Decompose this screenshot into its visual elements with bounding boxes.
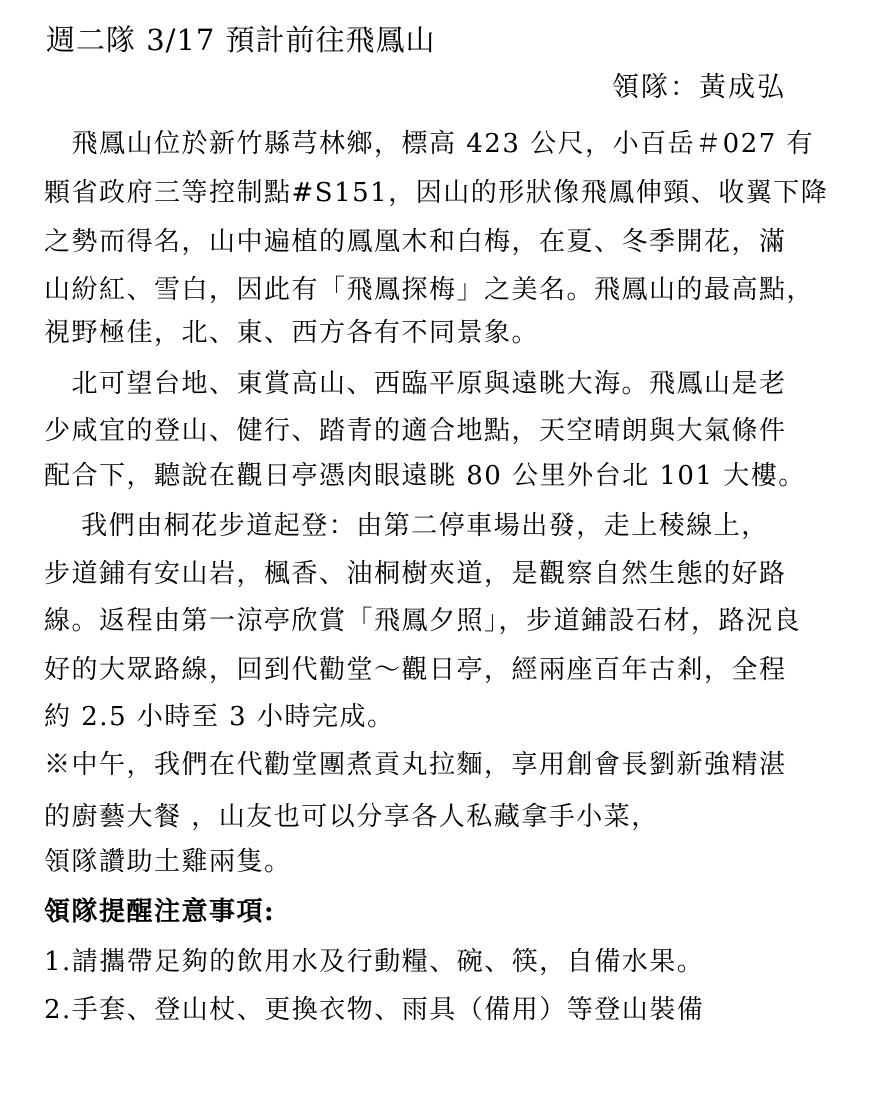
notice-item: 2.手套、登山杖、更換衣物、雨具（備用）等登山裝備: [44, 995, 705, 1025]
paragraph-line: 步道鋪有安山岩，楓香、油桐樹夾道，是觀察自然生態的好路: [44, 559, 787, 589]
paragraph-line: 山紛紅、雪白，因此有「飛鳳探梅」之美名。飛鳳山的最高點，: [44, 275, 815, 305]
paragraph-line: 我們由桐花步道起登：由第二停車場出發，走上稜線上，: [44, 511, 769, 541]
paragraph-line: 約 2.5 小時至 3 小時完成。: [44, 702, 395, 732]
paragraph-line: 視野極佳，北、東、西方各有不同景象。: [44, 318, 540, 348]
notice-heading: 領隊提醒注意事項:: [44, 897, 276, 927]
leader-name: 領隊：黃成弘: [612, 72, 786, 103]
paragraph-line: 北可望台地、東賞高山、西臨平原與遠眺大海。飛鳳山是老: [44, 369, 787, 399]
page-title: 週二隊 3/17 預計前往飛鳳山: [46, 23, 436, 57]
paragraph-line: 少咸宜的登山、健行、踏青的適合地點，天空晴朗與大氣條件: [44, 416, 787, 446]
paragraph-line: 領隊讚助土雞兩隻。: [44, 847, 292, 877]
paragraph-line: 的廚藝大餐 ，山友也可以分享各人私藏拿手小菜，: [44, 802, 659, 832]
notice-item: 1.請攜帶足夠的飲用水及行動糧、碗、筷，自備水果。: [44, 947, 705, 977]
paragraph-line: 顆省政府三等控制點#S151，因山的形狀像飛鳳伸頸、收翼下降: [44, 178, 829, 208]
paragraph-line: 好的大眾路線，回到代勸堂～觀日亭，經兩座百年古剎，全程: [44, 655, 787, 685]
paragraph-line: 配合下，聽說在觀日亭憑肉眼遠眺 80 公里外台北 101 大樓。: [44, 461, 806, 491]
paragraph-line: 線。返程由第一涼亭欣賞「飛鳳夕照」，步道鋪設石材，路況良: [44, 606, 802, 636]
paragraph-line: 飛鳳山位於新竹縣芎林鄉，標高 423 公尺，小百岳＃027 有: [44, 129, 815, 159]
paragraph-line: 之勢而得名，山中遍植的鳳凰木和白梅，在夏、冬季開花，滿: [44, 227, 787, 257]
paragraph-line: ※中午，我們在代勸堂團煮貢丸拉麵，享用創會長劉新強精湛: [44, 750, 787, 780]
